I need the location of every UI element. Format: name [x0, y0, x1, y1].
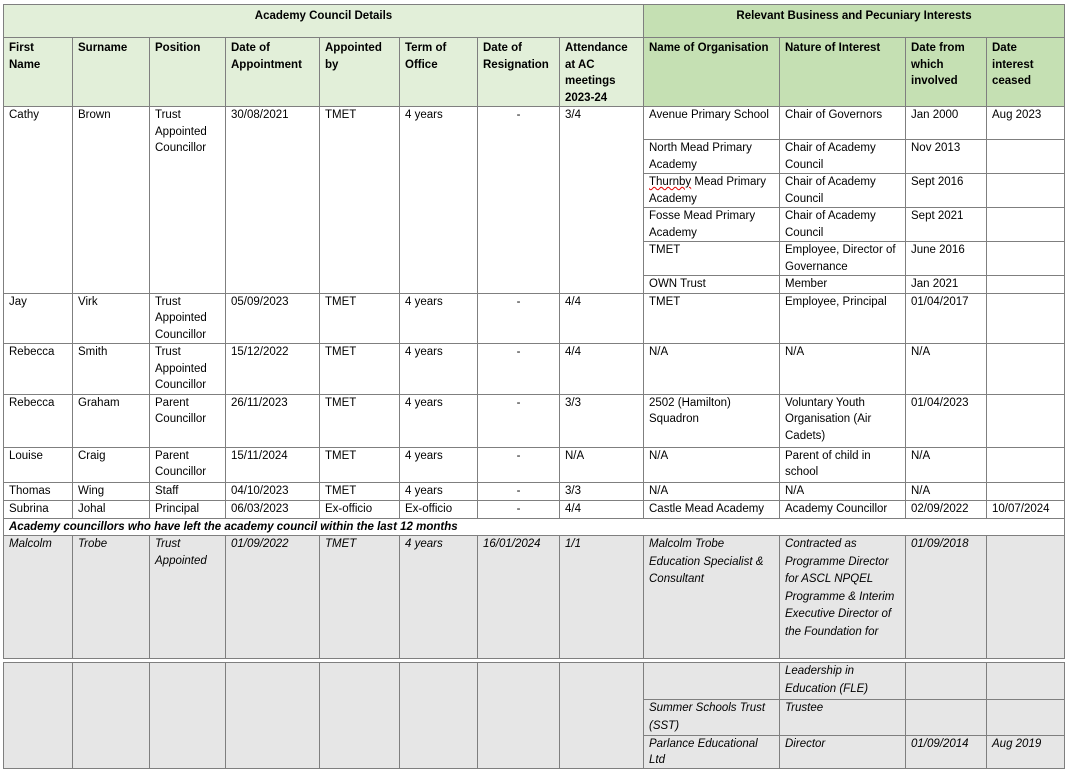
- cell-term: 4 years: [400, 394, 478, 447]
- cell-date-appointment: 15/11/2024: [226, 447, 320, 482]
- cell-nature: Employee, Director of Governance: [780, 242, 906, 276]
- table-row: [4, 447, 1065, 482]
- cell-attendance: 4/4: [560, 500, 644, 518]
- cell-organisation: Malcolm Trobe Education Specialist & Consultant: [644, 536, 780, 659]
- cell-surname: Virk: [73, 293, 150, 344]
- cell-organisation: TMET: [644, 242, 780, 276]
- cell-organisation: N/A: [644, 482, 780, 500]
- cell-term: 4 years: [400, 447, 478, 482]
- cell-date-from: N/A: [906, 482, 987, 500]
- cell-organisation: TMET: [644, 293, 780, 344]
- cell-term: 4 years: [400, 482, 478, 500]
- cell-nature: Trustee: [780, 700, 906, 736]
- cell-date-ceased: 10/07/2024: [987, 500, 1065, 518]
- table-row: [4, 500, 1065, 518]
- cell-position: Trust Appointed Councillor: [150, 344, 226, 395]
- cell-organisation: Avenue Primary School: [644, 107, 780, 140]
- cell-surname: Craig: [73, 447, 150, 482]
- col-header-term: Term of Office: [400, 38, 478, 107]
- cell-nature: Contracted as Programme Director for ASCL NPQEL Programme & Interim Executive Director of the Foundation for: [780, 536, 906, 659]
- cell-appointed-by: TMET: [320, 482, 400, 500]
- cell-date-ceased: [987, 700, 1065, 736]
- col-header-surname: Surname: [73, 38, 150, 107]
- table-row: [4, 482, 1065, 500]
- cell-date-ceased: [987, 208, 1065, 242]
- cell-position: Parent Councillor: [150, 447, 226, 482]
- cell-organisation: OWN Trust: [644, 276, 780, 294]
- cell-date-ceased: [987, 344, 1065, 395]
- cell-date-ceased: [987, 536, 1065, 659]
- cell-attendance: 3/4: [560, 107, 644, 294]
- table-row: [4, 394, 1065, 447]
- cell-date-ceased: [987, 293, 1065, 344]
- cell-attendance: 3/3: [560, 394, 644, 447]
- cell-date-from: Jan 2000: [906, 107, 987, 140]
- cell-nature: N/A: [780, 482, 906, 500]
- cell-term: 4 years: [400, 536, 478, 659]
- cell-organisation: [644, 174, 780, 208]
- table-row: [4, 107, 1065, 140]
- cell-nature: Academy Councillor: [780, 500, 906, 518]
- left-councillors-heading: Academy councillors who have left the academy council within the last 12 months: [4, 518, 1065, 536]
- cell-date-from: N/A: [906, 344, 987, 395]
- org-first-word: Thurnby: [649, 176, 692, 188]
- cell-date-resignation: -: [478, 447, 560, 482]
- cell-attendance: 4/4: [560, 293, 644, 344]
- col-header-date-from: Date from which involved: [906, 38, 987, 107]
- cell-date-appointment: 06/03/2023: [226, 500, 320, 518]
- cell-attendance: 4/4: [560, 344, 644, 395]
- cell-nature: Chair of Governors: [780, 107, 906, 140]
- cell-date-appointment: 04/10/2023: [226, 482, 320, 500]
- cell-position: Principal: [150, 500, 226, 518]
- cell-date-from: June 2016: [906, 242, 987, 276]
- cell-date-from: 01/09/2018: [906, 536, 987, 659]
- cell-organisation: Summer Schools Trust (SST): [644, 700, 780, 736]
- cell-date-from: Jan 2021: [906, 276, 987, 294]
- cell-date-ceased: [987, 276, 1065, 294]
- cell-date-from: Sept 2016: [906, 174, 987, 208]
- cell-first-name: Subrina: [4, 500, 73, 518]
- cell-first-name: Thomas: [4, 482, 73, 500]
- cell-position: Trust Appointed Councillor: [150, 107, 226, 294]
- cell-organisation: 2502 (Hamilton) Squadron: [644, 394, 780, 447]
- cell-position: Staff: [150, 482, 226, 500]
- org-remaining-words: Mead Primary Academy: [649, 176, 766, 205]
- cell-organisation: North Mead Primary Academy: [644, 140, 780, 174]
- col-header-position: Position: [150, 38, 226, 107]
- cell-date-resignation: 16/01/2024: [478, 536, 560, 659]
- cell-surname: Brown: [73, 107, 150, 294]
- cell-date-ceased: [987, 140, 1065, 174]
- col-header-nature: Nature of Interest: [780, 38, 906, 107]
- cell-date-ceased: [987, 447, 1065, 482]
- cell-date-appointment: 15/12/2022: [226, 344, 320, 395]
- cell-nature: Chair of Academy Council: [780, 208, 906, 242]
- cell-term: 4 years: [400, 344, 478, 395]
- cell-date-appointment: 26/11/2023: [226, 394, 320, 447]
- cell-surname: Trobe: [73, 536, 150, 659]
- cell-date-resignation: -: [478, 500, 560, 518]
- cell-organisation: N/A: [644, 344, 780, 395]
- cell-nature: Director: [780, 736, 906, 769]
- cell-date-ceased: Aug 2023: [987, 107, 1065, 140]
- cell-date-resignation: -: [478, 394, 560, 447]
- cell-nature: Voluntary Youth Organisation (Air Cadets): [780, 394, 906, 447]
- col-header-date-resignation: Date of Resignation: [478, 38, 560, 107]
- cell-date-appointment: 01/09/2022: [226, 536, 320, 659]
- cell-attendance: 1/1: [560, 536, 644, 659]
- cell-date-resignation: -: [478, 107, 560, 294]
- cell-date-resignation: -: [478, 344, 560, 395]
- cell-appointed-by: TMET: [320, 344, 400, 395]
- cell-nature: Chair of Academy Council: [780, 174, 906, 208]
- councillor-table: [3, 4, 1065, 659]
- cell-surname: Johal: [73, 500, 150, 518]
- cell-date-from: [906, 700, 987, 736]
- cell-nature: Chair of Academy Council: [780, 140, 906, 174]
- cell-first-name: Louise: [4, 447, 73, 482]
- councillor-table-continued: [3, 662, 1065, 769]
- section-heading-council: Academy Council Details: [4, 5, 644, 38]
- cell-position: Parent Councillor: [150, 394, 226, 447]
- cell-first-name: Rebecca: [4, 394, 73, 447]
- col-header-organisation: Name of Organisation: [644, 38, 780, 107]
- cell-first-name: Cathy: [4, 107, 73, 294]
- cell-surname: Smith: [73, 344, 150, 395]
- cell-nature: N/A: [780, 344, 906, 395]
- cell-position: Trust Appointed: [150, 536, 226, 659]
- table-row: [4, 536, 1065, 659]
- cell-term: 4 years: [400, 107, 478, 294]
- cell-appointed-by: TMET: [320, 394, 400, 447]
- cell-organisation: N/A: [644, 447, 780, 482]
- cell-nature: Parent of child in school: [780, 447, 906, 482]
- table-row: [4, 663, 1065, 700]
- cell-date-appointment: 05/09/2023: [226, 293, 320, 344]
- section-heading-interests: Relevant Business and Pecuniary Interests: [644, 5, 1065, 38]
- cell-date-from: Nov 2013: [906, 140, 987, 174]
- cell-date-from: 01/04/2017: [906, 293, 987, 344]
- cell-date-from: N/A: [906, 447, 987, 482]
- cell-appointed-by: TMET: [320, 107, 400, 294]
- cell-appointed-by: Ex-officio: [320, 500, 400, 518]
- col-header-appointed-by: Appointed by: [320, 38, 400, 107]
- cell-appointed-by: TMET: [320, 536, 400, 659]
- cell-date-ceased: [987, 482, 1065, 500]
- cell-attendance: N/A: [560, 447, 644, 482]
- cell-organisation: Parlance Educational Ltd: [644, 736, 780, 769]
- cell-surname: Graham: [73, 394, 150, 447]
- cell-date-from: Sept 2021: [906, 208, 987, 242]
- cell-date-ceased: Aug 2019: [987, 736, 1065, 769]
- cell-date-appointment: 30/08/2021: [226, 107, 320, 294]
- cell-position: Trust Appointed Councillor: [150, 293, 226, 344]
- cell-first-name: Rebecca: [4, 344, 73, 395]
- col-header-date-ceased: Date interest ceased: [987, 38, 1065, 107]
- cell-date-resignation: -: [478, 293, 560, 344]
- cell-date-resignation: -: [478, 482, 560, 500]
- cell-date-from: 01/09/2014: [906, 736, 987, 769]
- cell-first-name: Malcolm: [4, 536, 73, 659]
- cell-date-ceased: [987, 394, 1065, 447]
- cell-surname: Wing: [73, 482, 150, 500]
- col-header-first-name: First Name: [4, 38, 73, 107]
- cell-nature: Leadership in Education (FLE): [780, 663, 906, 700]
- cell-nature: Employee, Principal: [780, 293, 906, 344]
- cell-date-from: 02/09/2022: [906, 500, 987, 518]
- cell-term: Ex-officio: [400, 500, 478, 518]
- cell-first-name: Jay: [4, 293, 73, 344]
- table-row: [4, 344, 1065, 395]
- col-header-attendance: Attendance at AC meetings 2023-24: [560, 38, 644, 107]
- cell-nature: Member: [780, 276, 906, 294]
- cell-date-ceased: [987, 242, 1065, 276]
- cell-organisation: Castle Mead Academy: [644, 500, 780, 518]
- cell-attendance: 3/3: [560, 482, 644, 500]
- cell-date-from: 01/04/2023: [906, 394, 987, 447]
- col-header-date-appointment: Date of Appointment: [226, 38, 320, 107]
- cell-appointed-by: TMET: [320, 447, 400, 482]
- cell-organisation: Fosse Mead Primary Academy: [644, 208, 780, 242]
- cell-appointed-by: TMET: [320, 293, 400, 344]
- cell-date-ceased: [987, 174, 1065, 208]
- cell-term: 4 years: [400, 293, 478, 344]
- table-row: [4, 293, 1065, 344]
